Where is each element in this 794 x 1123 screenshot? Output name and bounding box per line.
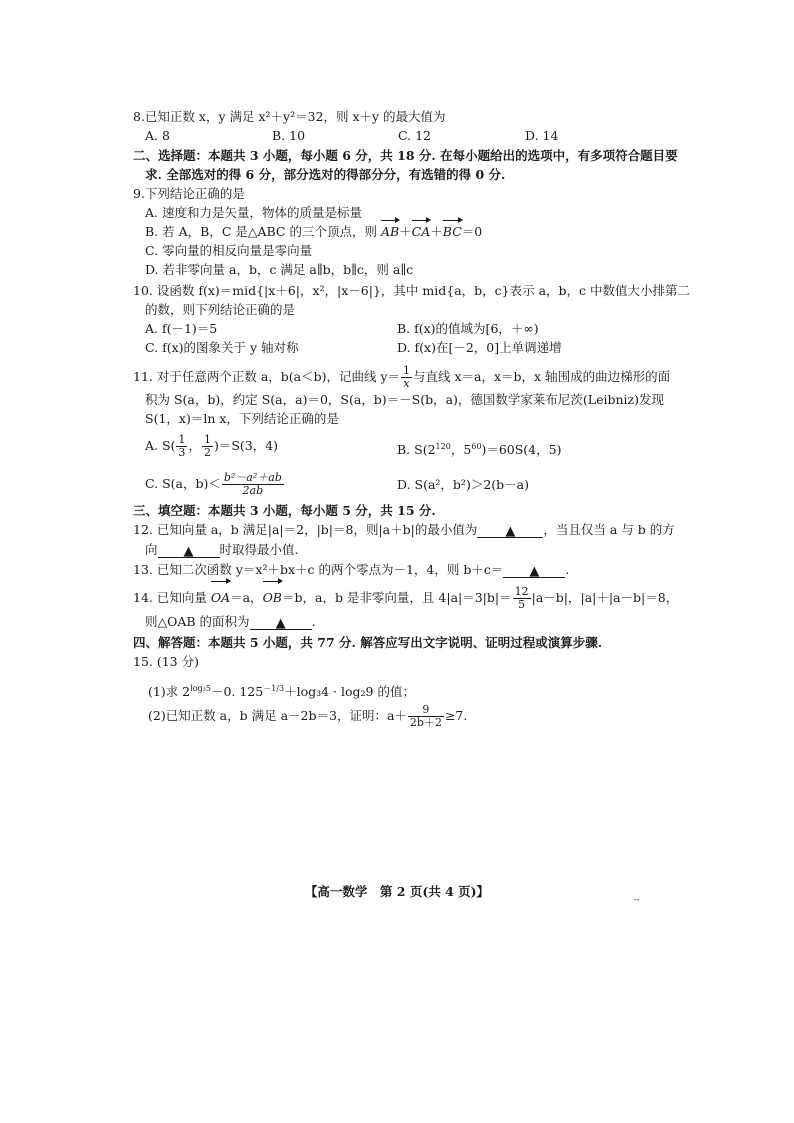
q9-option-b-text: B. 若 A，B，C 是△ABC 的三个顶点，则: [145, 224, 381, 239]
fraction-denominator: 2ab: [242, 484, 264, 497]
fraction-9-over-2b2: [408, 704, 444, 729]
q11-option-b-pre: B. S(2: [397, 442, 436, 458]
answer-blank[interactable]: [158, 542, 220, 558]
fraction-denominator: 3: [178, 446, 186, 459]
fraction-12-over-5: [513, 586, 531, 611]
q11-stem-line1-post: 与直线 x＝a，x＝b，x 轴围成的曲边梯形的面: [413, 369, 671, 384]
q14-mid1: ＝a，: [230, 590, 263, 605]
fraction-numerator: b²－a²＋ab: [223, 471, 282, 484]
section2-heading-line2: 求. 全部选对的得 6 分，部分选对的得部分分，有选错的得 0 分.: [145, 167, 506, 182]
q8-option-d: D. 14: [525, 128, 559, 143]
fraction-denominator: 2b＋2: [409, 716, 442, 729]
q15-part2: [148, 702, 467, 730]
q14-mid2: ＝b，a，b 是非零向量，且 4|a|＝3|b|＝: [282, 590, 512, 605]
vector-ca: CA: [411, 224, 431, 239]
q12-line1: [133, 521, 675, 538]
q10-stem-line2: 的数，则下列结论正确的是: [145, 302, 296, 317]
q11-option-b-mid: ，5: [450, 442, 472, 458]
vector-ob: OB: [263, 584, 282, 612]
triangle-mark-icon: ▲: [529, 564, 540, 579]
q14-line2-pre: 则△OAB 的面积为: [145, 614, 250, 629]
q15-heading: 15. (13 分): [133, 654, 199, 669]
q13-post: .: [565, 562, 570, 577]
q11-option-a: [145, 432, 278, 460]
q12-line1-post: ，当且仅当 a 与 b 的方: [543, 522, 675, 537]
q11-option-a-sep: ，: [188, 438, 201, 453]
q10-option-c: C. f(x)的图象关于 y 轴对称: [145, 340, 299, 355]
vector-bc: BC: [442, 224, 462, 239]
fraction-denominator: x: [403, 377, 410, 390]
q10-option-b: B. f(x)的值域为[6，＋∞): [397, 321, 539, 336]
q9-option-b-end: ＝0: [461, 224, 483, 239]
page-footer: 【高一数学 第 2 页(共 4 页)】: [304, 884, 490, 899]
fraction-denominator: 5: [518, 598, 526, 611]
fraction-numerator: 1: [203, 433, 211, 446]
q15-part1: [148, 680, 415, 700]
section4-heading: 四、解答题：本题共 5 小题，共 77 分. 解答应写出文字说明、证明过程或演算步骤.: [133, 635, 603, 650]
fraction-numerator: 12: [514, 585, 529, 598]
exponent-60: 60: [471, 442, 482, 451]
q14-post: |a－b|，|a|＋|a－b|＝8，: [531, 590, 679, 605]
corner-mark: --: [634, 895, 640, 904]
q8-option-c: C. 12: [398, 128, 431, 143]
q14-line2: [145, 613, 316, 630]
q10-stem-line1: 10. 设函数 f(x)＝mid{|x＋6|，x²，|x－6|}，其中 mid{a，b，c}表示 a，b，c 中数值大小排第二: [133, 283, 691, 298]
q11-option-b: [397, 438, 561, 458]
q15-part1-b: －0. 125: [210, 684, 264, 700]
q12-line2-post: 时取得最小值.: [219, 542, 299, 557]
q9-option-b: B. 若 A，B，C 是△ABC 的三个顶点，则 AB＋CA＋BC＝0: [145, 224, 483, 239]
q11-option-a-post: )＝S(3，4): [213, 438, 279, 453]
q9-option-c: C. 零向量的相反向量是零向量: [145, 243, 313, 258]
q11-stem-line1-pre: 11. 对于任意两个正数 a，b(a＜b)，记曲线 y＝: [133, 369, 401, 384]
fraction-1-over-x: [401, 365, 412, 390]
q12-line2: [145, 541, 299, 558]
q9-stem: 9.下列结论正确的是: [133, 186, 245, 201]
vector-oa: OA: [211, 584, 230, 612]
fraction-denominator: 2: [203, 446, 211, 459]
q10-option-a: A. f(－1)＝5: [145, 321, 218, 336]
q15-part1-c: ＋log₃4 · log₂9 的值；: [284, 684, 415, 700]
answer-blank[interactable]: [503, 562, 565, 578]
fraction-numerator: 1: [178, 433, 186, 446]
q15-part2-post: ≥7.: [444, 708, 468, 723]
q11-option-c: [145, 470, 285, 498]
q9-option-d: D. 若非零向量 a，b，c 满足 a∥b，b∥c，则 a∥c: [145, 262, 414, 277]
q11-option-c-pre: C. S(a，b)＜: [145, 476, 221, 491]
answer-blank[interactable]: [477, 522, 543, 538]
q10-option-d: D. f(x)在[－2，0]上单调递增: [397, 340, 562, 355]
q11-stem-line1: [133, 364, 670, 390]
exponent-120: 120: [435, 442, 451, 451]
q15-part2-pre: (2)已知正数 a，b 满足 a－2b＝3，证明：a＋: [148, 708, 407, 723]
q11-option-b-post: )＝60S(4，5): [481, 442, 562, 458]
vector-ab: AB: [380, 224, 400, 239]
q9-option-a: A. 速度和力是矢量，物体的质量是标量: [145, 205, 362, 220]
q8-stem: 8.已知正数 x，y 满足 x²＋y²＝32，则 x＋y 的最大值为: [133, 109, 446, 124]
fraction-numerator: 1: [403, 364, 411, 377]
triangle-mark-icon: ▲: [183, 544, 194, 559]
triangle-mark-icon: ▲: [275, 616, 286, 631]
q15-part1-a: (1)求 2: [148, 684, 191, 700]
section2-heading-line1: 二、选择题：本题共 3 小题，每小题 6 分，共 18 分. 在每小题给出的选项中，有多项符合题目要: [133, 148, 678, 163]
q12-line1-pre: 12. 已知向量 a，b 满足|a|＝2，|b|＝8，则|a＋b|的最小值为: [133, 522, 478, 537]
q13-pre: 13. 已知二次函数 y＝x²＋bx＋c 的两个零点为－1，4，则 b＋c＝: [133, 562, 504, 577]
triangle-mark-icon: ▲: [505, 524, 516, 539]
answer-blank[interactable]: [250, 614, 312, 630]
exponent-log: log₂5: [190, 684, 211, 693]
fraction-1-over-2: [202, 434, 213, 459]
q12-line2-pre: 向: [145, 542, 158, 557]
q13-line: [133, 561, 569, 578]
q11-option-a-pre: A. S(: [145, 438, 176, 453]
fraction-c: [222, 472, 284, 497]
q11-stem-line2: 积为 S(a，b)，约定 S(a，a)＝0，S(a，b)＝－S(b，a)，德国数学家莱布尼茨(Leibniz)发现: [145, 392, 665, 407]
section3-heading: 三、填空题：本题共 3 小题，每小题 5 分，共 15 分.: [133, 503, 436, 518]
q14-line1: [133, 584, 678, 612]
q11-option-d: D. S(a²，b²)＞2(b－a): [397, 477, 529, 492]
q8-option-b: B. 10: [272, 128, 306, 143]
fraction-1-over-3: [176, 434, 187, 459]
exponent-neg-third: －1/3: [263, 684, 285, 693]
q11-stem-line3: S(1，x)＝ln x，下列结论正确的是: [145, 411, 339, 426]
q14-pre: 14. 已知向量: [133, 590, 211, 605]
fraction-numerator: 9: [408, 704, 444, 717]
q8-option-a: A. 8: [145, 128, 170, 143]
q14-line2-post: .: [311, 614, 316, 629]
